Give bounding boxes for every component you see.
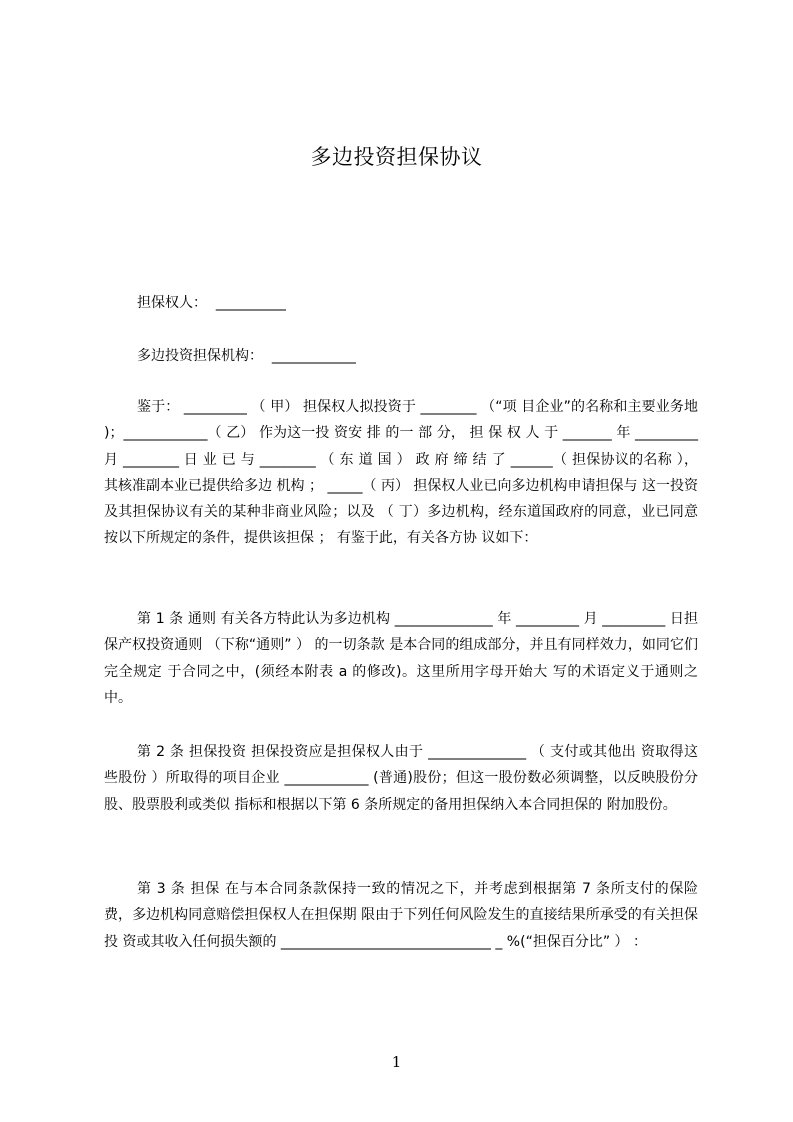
article-3-paragraph: 第 3 条 担保 在与本合同条款保持一致的情况之下，并考虑到根据第 7 条所支付的保险费，多边机构同意赔偿担保权人在担保期 限由于下列任何风险发生的直接结果所承受的有关担保投 资或其收入任何损失额的 ______________________________ _ %(“担保百分比” ） ：	[104, 881, 698, 950]
page-title: 多边投资担保协议	[310, 145, 483, 169]
agency-field: 多边投资担保机构： ____________	[137, 348, 356, 364]
guarantor-field: 担保权人： __________	[137, 295, 286, 311]
article-1-paragraph: 第 1 条 通则 有关各方特此认为多边机构 ______________ 年 _________ 月 _________ 日担保产权投资通则 （下称“通则” ） 的一切条款 是本合同的组成部分，并且有同样效力，如同它们完全规定 于合同之中，(须经本附表 a 的修改)。这里所用字母开始大 写的术语定义于通则之中。	[104, 611, 698, 706]
page-number: 1	[391, 1053, 402, 1071]
recital-paragraph: 鉴于： _________ （ 甲） 担保权人拟投资于 ________ （“项 目企业”的名称和主要业务地 )；____________（ 乙） 作为这一投 资安 排 的一 部 分， 担 保 权 人 于 _______ 年 _________ 月 ________ 日 业 已 与 ________ （ 东 道 国 ） 政 府 缔 结 了 ______（ 担保协议的名称 ），其核准副本业已提供给多边 机构 ； _____（ 丙） 担保权人业已向多边机构申请担保与 这一投资及其担保协议有关的某种非商业风险；以及 （ 丁）多边机构，经东道国政府的同意，业已同意 按以下所规定的条件，提供该担保 ； 有鉴于此，有关各方协 议如下：	[104, 399, 698, 547]
article-2-paragraph: 第 2 条 担保投资 担保投资应是担保权人由于 ______________ （ 支付或其他出 资取得这些股份 ）所取得的项目企业 ____________ (普通)股份；但这一股份数必须调整，以反映股份分股、股票股利或类似 指标和根据以下第 6 条所规定的备用担保纳入本合同担保的 附加股份。	[104, 744, 698, 813]
